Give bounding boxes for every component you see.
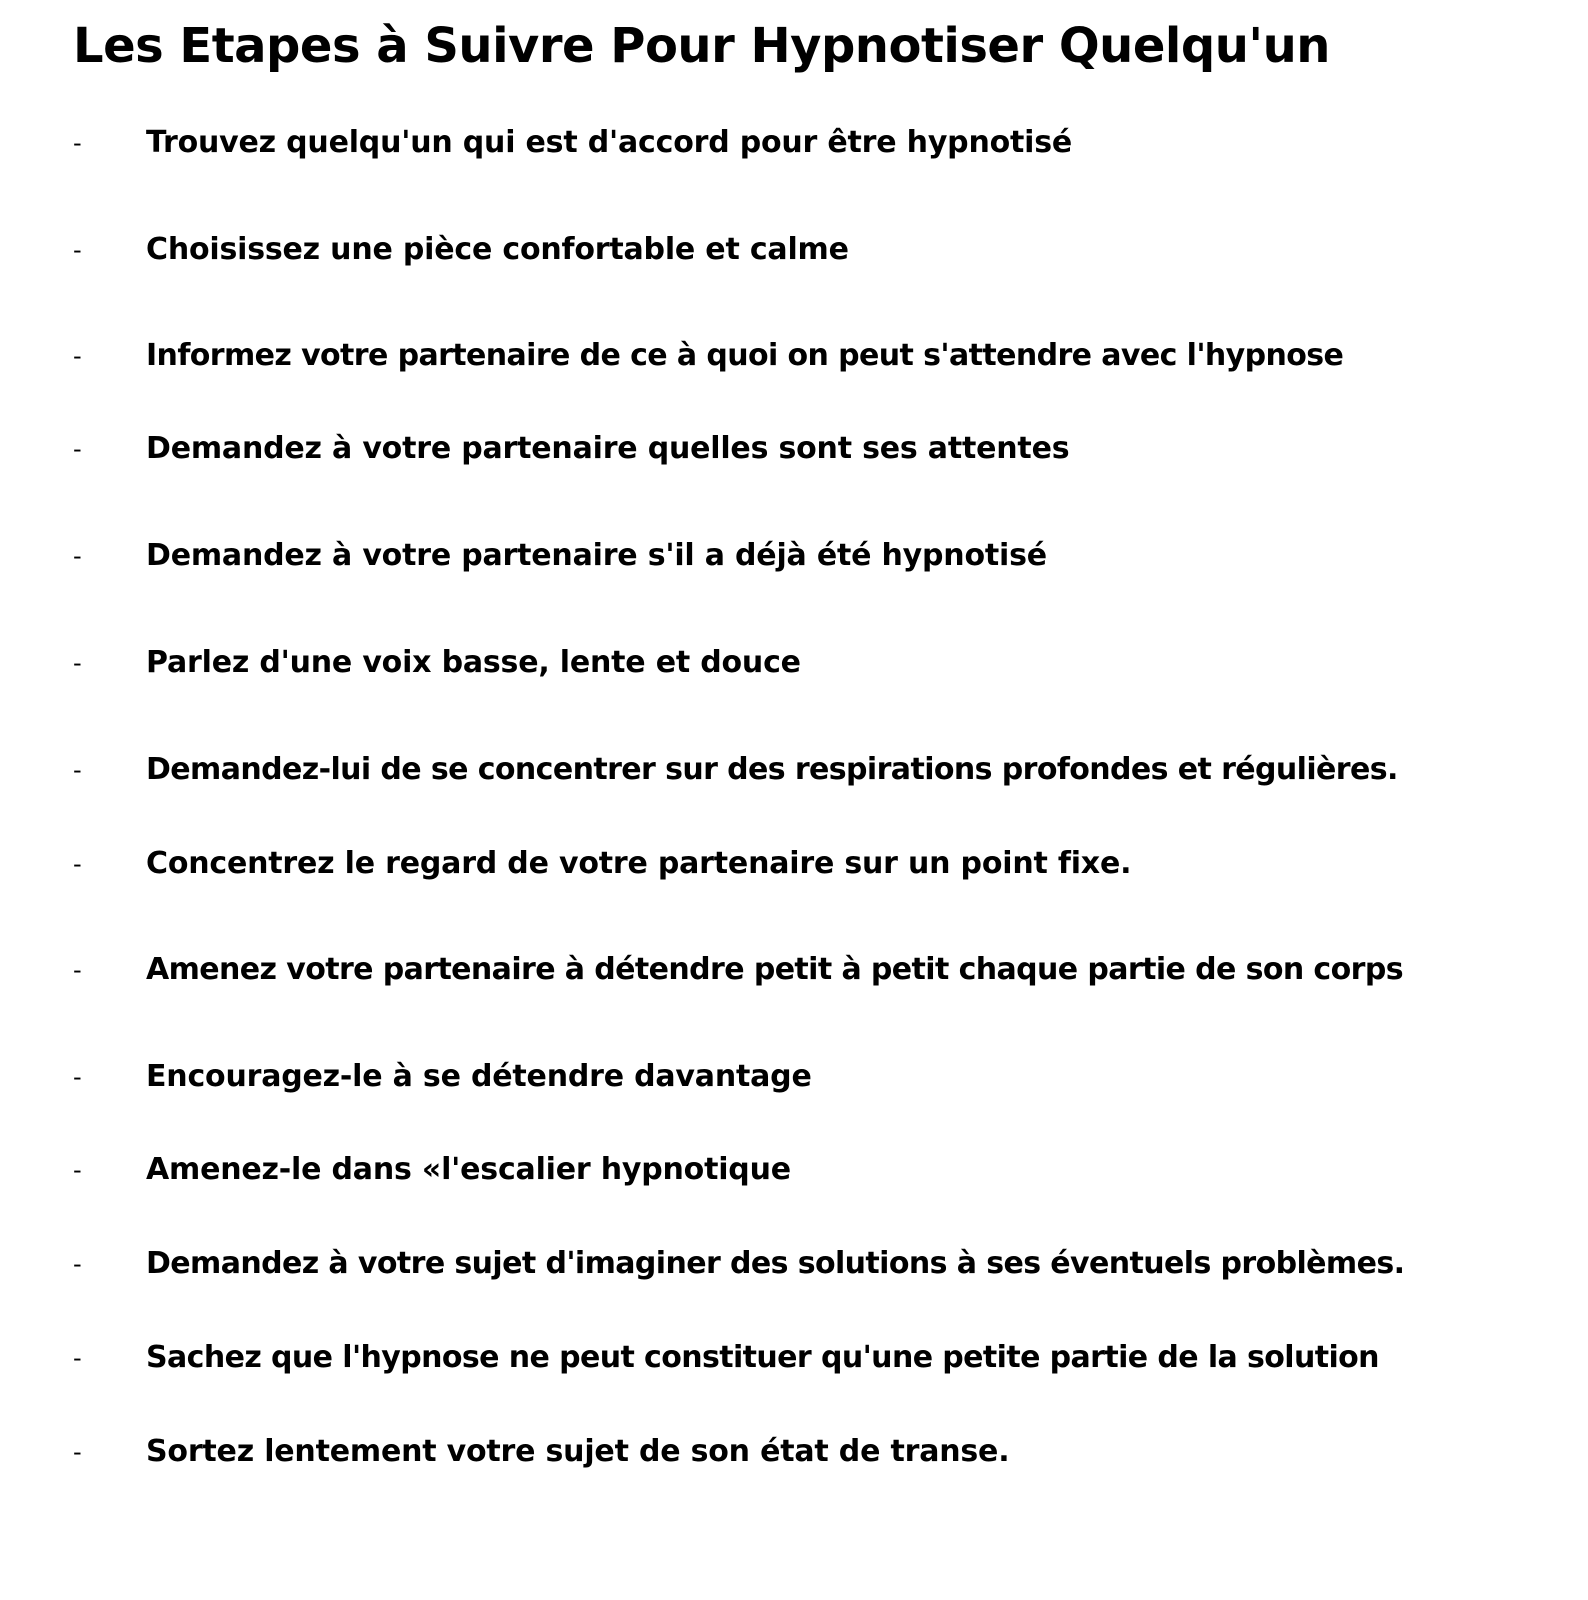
bullet-dash: - — [73, 956, 82, 984]
step-text: Trouvez quelqu'un qui est d'accord pour être hypnotisé — [146, 125, 1073, 160]
step-text: Sortez lentement votre sujet de son état de transe. — [146, 1434, 1010, 1469]
list-item — [0, 424, 1588, 474]
bullet-dash: - — [73, 1344, 82, 1372]
step-text: Demandez à votre sujet d'imaginer des solutions à ses éventuels problèmes. — [146, 1246, 1405, 1281]
bullet-dash: - — [73, 1250, 82, 1278]
list-item — [0, 839, 1588, 889]
bullet-dash: - — [73, 129, 82, 157]
page-title: Les Etapes à Suivre Pour Hypnotiser Quelqu'un — [73, 18, 1330, 74]
list-item — [0, 1427, 1588, 1477]
step-text: Choisissez une pièce confortable et calme — [146, 232, 849, 267]
bullet-dash: - — [73, 1063, 82, 1091]
list-item — [0, 745, 1588, 795]
list-item — [0, 1239, 1588, 1289]
bullet-dash: - — [73, 1438, 82, 1466]
step-text: Amenez votre partenaire à détendre petit à petit chaque partie de son corps — [146, 952, 1403, 987]
list-item — [0, 531, 1588, 581]
bullet-dash: - — [73, 236, 82, 264]
bullet-dash: - — [73, 850, 82, 878]
list-item — [0, 945, 1588, 995]
bullet-dash: - — [73, 435, 82, 463]
list-item — [0, 1333, 1588, 1383]
bullet-dash: - — [73, 756, 82, 784]
list-item — [0, 1145, 1588, 1195]
list-item — [0, 225, 1588, 275]
step-text: Demandez-lui de se concentrer sur des respirations profondes et régulières. — [146, 752, 1398, 787]
step-text: Demandez à votre partenaire s'il a déjà été hypnotisé — [146, 538, 1047, 573]
step-text: Sachez que l'hypnose ne peut constituer qu'une petite partie de la solution — [146, 1340, 1379, 1375]
list-item — [0, 118, 1588, 168]
step-text: Amenez-le dans «l'escalier hypnotique — [146, 1152, 791, 1187]
bullet-dash: - — [73, 542, 82, 570]
bullet-dash: - — [73, 649, 82, 677]
step-text: Encouragez-le à se détendre davantage — [146, 1059, 812, 1094]
list-item — [0, 638, 1588, 688]
step-text: Concentrez le regard de votre partenaire sur un point fixe. — [146, 846, 1132, 881]
step-text: Demandez à votre partenaire quelles sont ses attentes — [146, 431, 1070, 466]
bullet-dash: - — [73, 342, 82, 370]
step-text: Parlez d'une voix basse, lente et douce — [146, 645, 801, 680]
bullet-dash: - — [73, 1156, 82, 1184]
step-text: Informez votre partenaire de ce à quoi on peut s'attendre avec l'hypnose — [146, 338, 1344, 373]
list-item — [0, 331, 1588, 381]
list-item — [0, 1052, 1588, 1102]
